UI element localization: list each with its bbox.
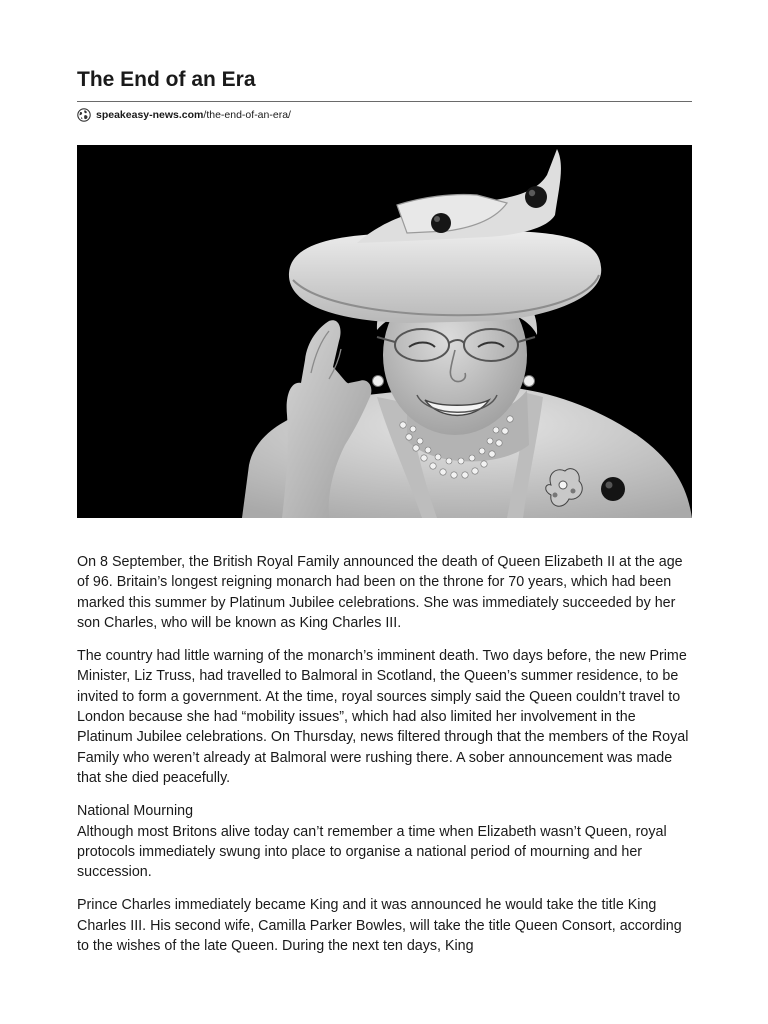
paragraph: The country had little warning of the monarch’s imminent death. Two days before, the new Prime Minister, Liz Truss, had travelled to Balmoral in Scotland, the Queen’s summer residence, to be invited to form a government. At the time, royal sources simply said the Queen couldn’t travel to London because she had “mobility issues”, which had also limited her involvement in the Platinum Jubilee celebrations. On Thursday, news filtered through that the members of the Royal Family who weren’t already at Balmoral were rushing there. A sober announcement was made that she died peacefully. [77, 648, 689, 786]
paragraph: On 8 September, the British Royal Family announced the death of Queen Elizabeth II at the age of 96. Britain’s longest reigning monarch had been on the throne for 70 years, which had been marked this summer by Platinum Jubilee celebrations. She was immediately succeeded by her son Charles, who will be known as King Charles III. [77, 554, 683, 631]
article-body [77, 552, 692, 969]
portrait-photo [77, 145, 692, 518]
title-divider [77, 101, 692, 102]
article-title: The End of an Era [77, 68, 256, 91]
paragraph: Although most Britons alive today can’t remember a time when Elizabeth wasn’t Queen, royal protocols immediately swung into place to organise a national period of mourning and her succession. [77, 823, 667, 881]
section-subheading: National Mourning [77, 803, 194, 820]
globe-icon [77, 108, 91, 122]
source-domain[interactable]: speakeasy-news.com [96, 109, 204, 121]
source-line[interactable] [77, 106, 291, 124]
paragraph: Prince Charles immediately became King and it was announced he would take the title King Charles III. His second wife, Camilla Parker Bowles, will take the title Queen Consort, according to the wishes of the late Queen. During the next ten days, King [77, 897, 682, 955]
source-path[interactable]: /the-end-of-an-era/ [203, 109, 291, 121]
